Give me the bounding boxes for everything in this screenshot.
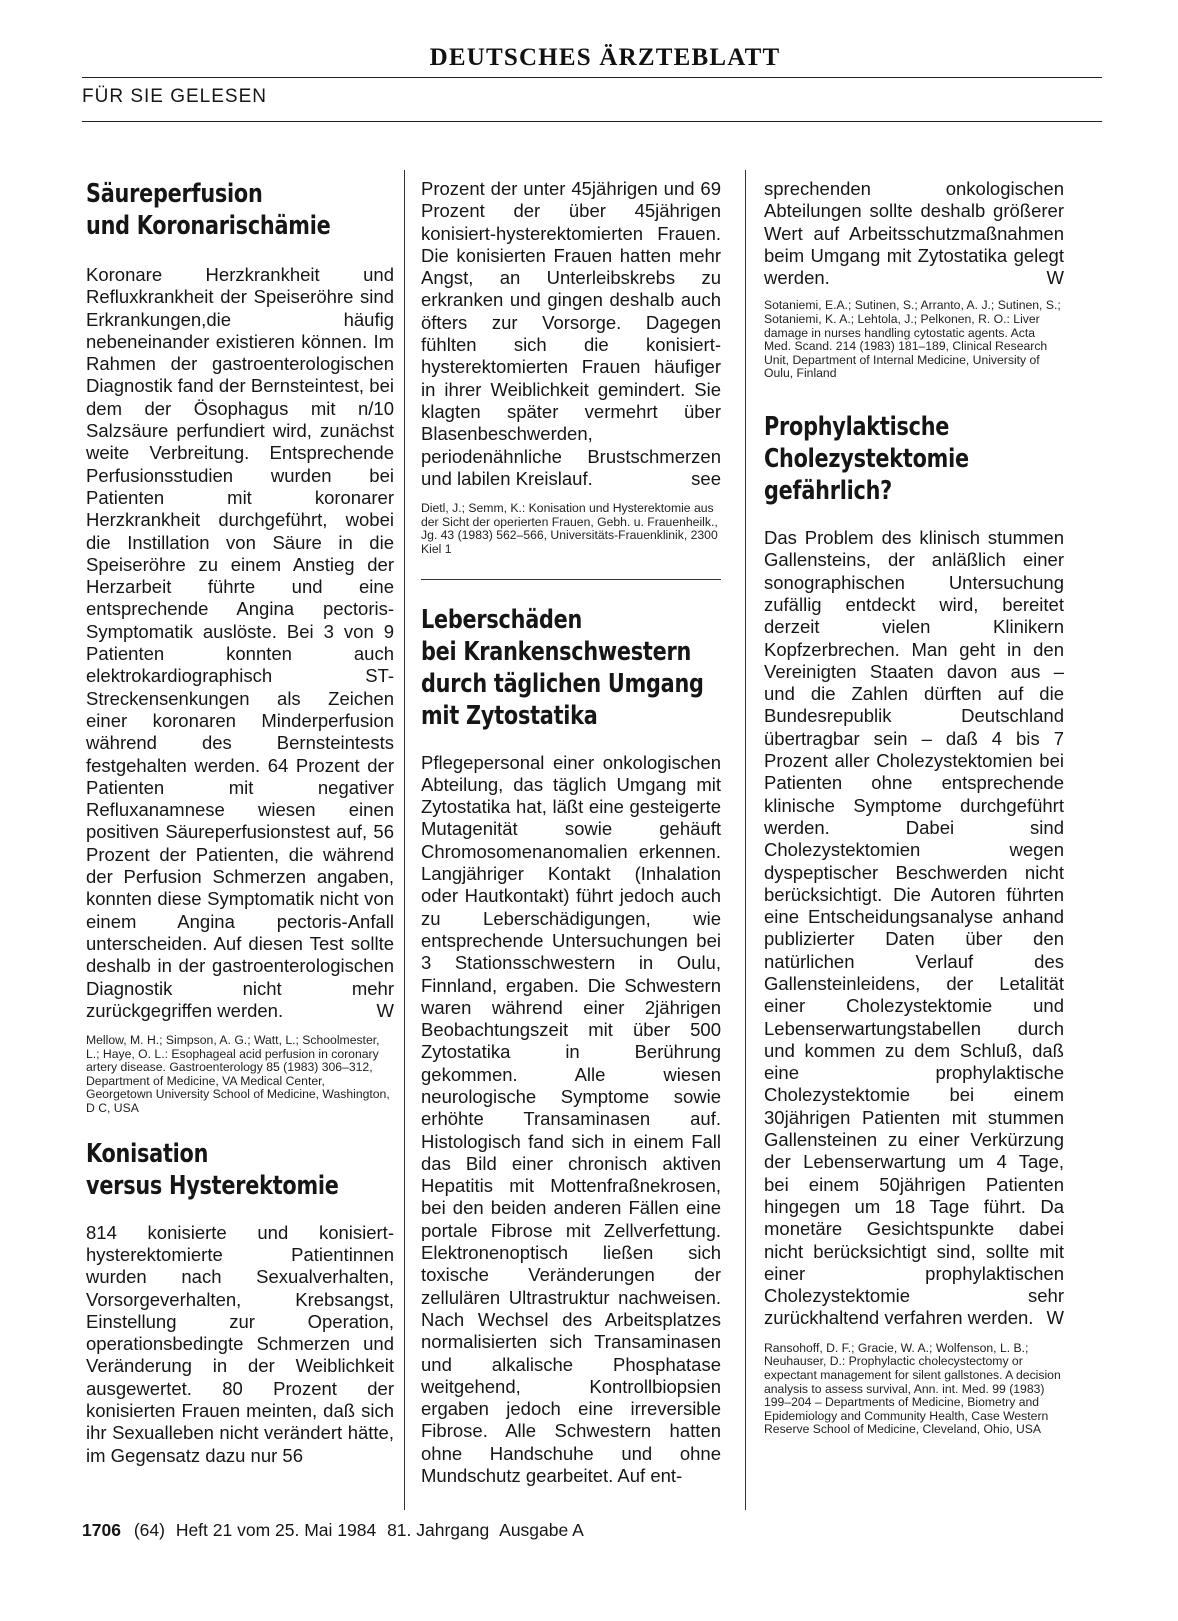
article-text: sprechenden onkologischen Abteilungen sollte deshalb größerer Wert auf Arbeitsschutzmaßnahmen beim Umgang mit Zytostatika gelegt werden.: [764, 178, 1064, 289]
article-body: [86, 264, 394, 1022]
article-body: [764, 527, 1064, 1330]
article-title: Konisation versus Hysterektomie: [86, 1138, 339, 1201]
section-label: FÜR SIE GELESEN: [82, 86, 267, 107]
page-footer: [82, 1520, 590, 1541]
article-title: Säureperfusion und Koronarischämie: [86, 179, 331, 241]
author-signature: W: [376, 999, 394, 1021]
article-title: Leberschäden bei Krankenschwestern durch täglichen Umgang mit Zytostatika: [421, 604, 704, 731]
issue-info: Heft 21 vom 25. Mai 1984: [175, 1520, 377, 1540]
author-signature: W: [1046, 1307, 1064, 1329]
issue-page: (64): [133, 1520, 165, 1540]
article-body-part-1: 814 konisierte und konisiert-hysterektomierte Patientinnen wurden nach Sexualverhalten, Vorsorgeverhalten, Krebsangst, Einstellung zur Operation, operationsbedingte Schmerzen und Veränderung in der Weiblichkeit ausgewertet. 80 Prozent der konisierten Frauen meinten, daß sich ihr Sexualleben nicht verändert hätte, im Gegensatz dazu nur 56: [86, 1221, 394, 1466]
masthead-title: DEUTSCHES ÄRZTEBLATT: [429, 44, 781, 71]
article-body-part-2: [764, 178, 1064, 289]
article-saeureperfusion: [86, 178, 394, 1116]
column-2: [421, 178, 721, 1487]
article-reference: Sotaniemi, E.A.; Sutinen, S.; Arranto, A. J.; Sutinen, S.; Sotaniemi, K. A.; Lehtola, J.; Pelkonen, R. O.: Liver damage in nurses handling cytostatic agents. Acta Med. Scand. 214 (1983) 181–189, Clinical Research Unit, Department of Internal Medicine, University of Oulu, Finland: [764, 298, 1061, 381]
article-reference: Dietl, J.; Semm, K.: Konisation und Hysterektomie aus der Sicht der operierten Frauen, Gebh. u. Frauenheilk., Jg. 43 (1983) 562–566, Universitäts-Frauenklinik, 2300 Kiel 1: [421, 501, 718, 556]
page-number: 1706: [82, 1520, 121, 1540]
article-body-part-2: [421, 178, 721, 490]
author-signature: see: [691, 467, 721, 489]
section-rule: [82, 121, 1102, 122]
masthead-rule: [82, 77, 1102, 78]
author-signature: W: [1046, 267, 1064, 289]
article-body-part-1: Pflegepersonal einer onkologischen Abteilung, das täglich Umgang mit Zytostatika hat, läßt eine gesteigerte Mutagenität sowie gehäuft Chromosomenanomalien erkennen. Langjähriger Kontakt (Inhalation oder Hautkontakt) führt jedoch auch zu Leberschädigungen, wie entsprechende Untersuchungen bei 3 Stationsschwestern in Oulu, Finnland, ergaben. Die Schwestern waren während einer 2jährigen Beobachtungszeit mit über 500 Zytostatika in Berührung gekommen. Alle wiesen neurologische Symptome sowie erhöhte Transaminasen auf. Histologisch fand sich in einem Fall das Bild einer chronisch aktiven Hepatitis mit Mottenfraßnekrosen, bei den beiden anderen Fällen eine portale Fibrose mit Zellverfettung. Elektronenoptisch ließen sich toxische Veränderungen der zellulären Ultrastruktur nachweisen. Nach Wechsel des Arbeitsplatzes normalisierten sich Transaminasen und alkalische Phosphatase weitgehend, Kontrollbiopsien ergaben jedoch eine irreversible Fibrose. Alle Schwestern hatten ohne Handschuhe und ohne Mundschutz gearbeitet. Auf ent-: [421, 751, 721, 1487]
article-cholezystektomie: [764, 411, 1064, 1437]
edition-info: Ausgabe A: [499, 1520, 584, 1540]
article-reference: Ransohoff, D. F.; Gracie, W. A.; Wolfenson, L. B.; Neuhauser, D.: Prophylactic cholecystectomy or expectant management for silent gallstones. A decision analysis to assess survival, Ann. int. Med. 99 (1983) 199–204 – Departments of Medicine, Biometry and Epidemiology and Community Health, Case Western Reserve School of Medicine, Cleveland, Ohio, USA: [764, 1340, 1061, 1437]
article-leberschaeden: [421, 604, 721, 1488]
article-text: Prozent der unter 45jährigen und 69 Prozent der über 45jährigen konisiert-hysterektomierten Frauen. Die konisierten Frauen hatten mehr Angst, an Unterleibskrebs zu erkranken und gingen deshalb auch öfters zur Vorsorge. Dagegen fühlten sich die konisiert-hysterektomierten Frauen häufiger in ihrer Weiblichkeit gemindert. Sie klagten später vermehrt über Blasenbeschwerden, periodenähnliche Brustschmerzen und labilen Kreislauf.: [421, 178, 721, 489]
volume-info: 81. Jahrgang: [387, 1520, 490, 1540]
article-text: Das Problem des klinisch stummen Gallensteins, der anläßlich einer sonographischen Untersuchung zufällig entdeckt wird, bereitet derzeit vielen Klinikern Kopfzerbrechen. Man geht in den Vereinigten Staaten davon aus – und die Zahlen dürften auf die Bundesrepublik Deutschland übertragbar sein – daß 4 bis 7 Prozent aller Cholezystektomien bei Patienten ohne entsprechende klinische Symptome durchgeführt werden. Dabei sind Cholezystektomien wegen dyspeptischer Beschwerden nicht berücksichtigt. Die Autoren führten eine Entscheidungsanalyse anhand publizierter Daten über den natürlichen Verlauf des Gallensteinleidens, der Letalität einer Cholezystektomie und Lebenserwartungstabellen durch und kommen zu dem Schluß, daß eine prophylaktische Cholezystektomie bei einem 30jährigen Patienten mit stummen Gallensteinen zu einer Verkürzung der Lebenserwartung um 4 Tage, bei einem 50jährigen Patienten hingegen um 18 Tage führt. Da monetäre Gesichtspunkte dabei nicht berücksichtigt sind, sollte mit einer prophylaktischen Cholezystektomie sehr zurückhaltend verfahren werden.: [764, 527, 1064, 1329]
column-3: [764, 178, 1064, 1437]
article-konisation: [86, 1138, 394, 1467]
column-divider-1: [404, 170, 405, 1510]
article-reference: Mellow, M. H.; Simpson, A. G.; Watt, L.; Schoolmester, L.; Haye, O. L.: Esophageal acid perfusion in coronary artery disease. Gastroenterology 85 (1983) 306–312, Department of Medicine, VA Medical Center, Georgetown University School of Medicine, Washington, D C, USA: [86, 1033, 390, 1116]
column-1: [86, 178, 394, 1467]
article-title: Prophylaktische Cholezystektomie gefährlich?: [764, 412, 969, 507]
article-text: Koronare Herzkrankheit und Refluxkrankheit der Speiseröhre sind Erkrankungen,die häufig nebeneinander existieren können. Im Rahmen der gastroenterologischen Diagnostik fand der Bernsteintest, bei dem der Ösophagus mit n/10 Salzsäure perfundiert wird, zunächst weite Verbreitung. Entsprechende Perfusionsstudien wurden bei Patienten mit koronarer Herzkrankheit durchgeführt, wobei die Instillation von Säure in die Speiseröhre zu einem Anstieg der Herzarbeit führte und eine entsprechende Angina pectoris-Symptomatik auslöste. Bei 3 von 9 Patienten konnten auch elektrokardiographisch ST-Streckensenkungen als Zeichen einer koronaren Minderperfusion während des Bernsteintests festgehalten werden. 64 Prozent der Patienten mit negativer Refluxanamnese wiesen einen positiven Säureperfusionstest auf, 56 Prozent der Patienten, die während der Perfusion Schmerzen angaben, konnten diese Symptomatik nicht von einem Angina pectoris-Anfall unterscheiden. Auf diesen Test sollte deshalb in der gastroenterologischen Diagnostik nicht mehr zurückgegriffen werden.: [86, 264, 394, 1021]
column-divider-2: [745, 170, 746, 1510]
